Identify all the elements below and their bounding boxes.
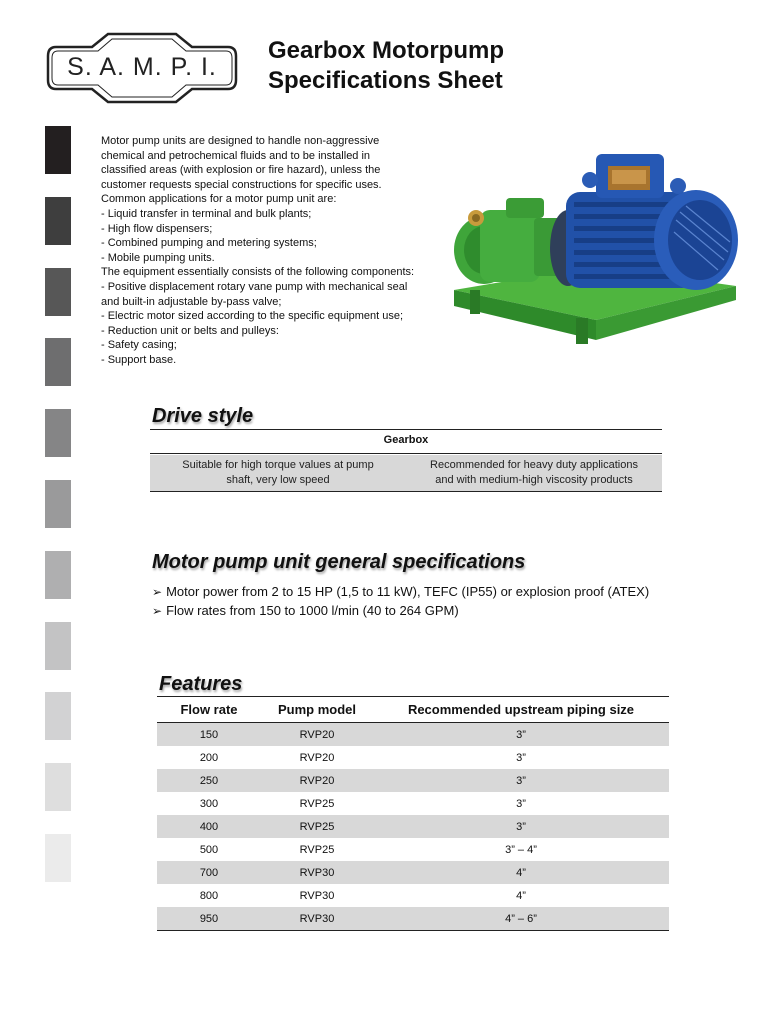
side-bar — [45, 622, 71, 670]
page-title-line-1: Gearbox Motorpump — [268, 37, 505, 64]
column-header-piping-size: Recommended upstream piping size — [373, 697, 669, 723]
table-row — [157, 815, 669, 838]
cell-line: and with medium-high viscosity products — [435, 474, 633, 486]
cell-line: Recommended for heavy duty applications — [430, 459, 638, 471]
piping-size-cell: 4” — [516, 889, 526, 902]
pump-model-cell: RVP20 — [261, 769, 373, 792]
column-header-flow-rate: Flow rate — [157, 697, 261, 723]
piping-size-cell: 4” – 6” — [373, 907, 669, 931]
spec-item — [152, 602, 649, 621]
intro-line: and built-in adjustable by-pass valve; — [101, 295, 282, 308]
side-bar — [45, 834, 71, 882]
side-bar — [45, 551, 71, 599]
table-row — [157, 769, 669, 792]
intro-line: classified areas (with explosion or fire hazard), unless the — [101, 164, 381, 177]
spec-item-text: Motor power from 2 to 15 HP (1,5 to 11 kW), TEFC (IP55) or explosion proof (ATEX) — [166, 584, 650, 599]
intro-line: Motor pump units are designed to handle non-aggressive — [101, 135, 380, 147]
side-bar — [45, 268, 71, 316]
pump-model-cell: RVP20 — [299, 751, 335, 764]
features-heading: Features — [159, 673, 243, 695]
logo-text: S. A. M. P. I. — [67, 53, 217, 81]
intro-line: - Liquid transfer in terminal and bulk plants; — [101, 207, 312, 220]
table-row — [157, 746, 669, 769]
side-bar — [45, 480, 71, 528]
flow-rate-cell: 950 — [157, 907, 261, 931]
pump-model-cell: RVP25 — [299, 843, 335, 856]
pump-model-cell: RVP25 — [299, 797, 335, 810]
intro-line: chemical and petrochemical fluids and to be installed in — [101, 149, 371, 162]
side-bar — [45, 409, 71, 457]
drive-style-row — [150, 455, 662, 492]
intro-line: Common applications for a motor pump unit are: — [101, 193, 337, 206]
piping-size-cell: 3” – 4” — [505, 843, 537, 856]
intro-line: - Mobile pumping units. — [101, 251, 215, 264]
motor-pump-image — [446, 140, 742, 352]
column-header-pump-model: Pump model — [261, 697, 373, 723]
piping-size-cell: 3” — [373, 815, 669, 838]
drive-style-column-header: Gearbox — [150, 429, 662, 454]
piping-size-cell: 3” — [516, 751, 526, 764]
side-bar — [45, 692, 71, 740]
features-table-body — [157, 723, 669, 931]
flow-rate-cell: 150 — [157, 723, 261, 747]
intro-line: - Support base. — [101, 353, 177, 366]
pump-model-cell: RVP25 — [261, 815, 373, 838]
features-header-row — [157, 697, 669, 723]
intro-line: - Electric motor sized according to the specific equipment use; — [101, 310, 404, 323]
page-title-line-2: Specifications Sheet — [268, 67, 503, 94]
general-specs-list — [152, 583, 649, 620]
flow-rate-cell: 250 — [157, 769, 261, 792]
piping-size-cell: 3” — [373, 723, 669, 747]
piping-size-cell: 3” — [373, 769, 669, 792]
piping-size-cell: 4” — [373, 861, 669, 884]
arrow-bullet-icon: ➢ — [152, 585, 163, 599]
cell-line: Suitable for high torque values at pump — [182, 459, 374, 471]
drive-style-cell-heavy-duty — [406, 455, 662, 491]
table-row — [157, 907, 669, 931]
flow-rate-cell: 400 — [157, 815, 261, 838]
table-row — [157, 838, 669, 861]
arrow-bullet-icon: ➢ — [152, 603, 163, 618]
intro-line: - Reduction unit or belts and pulleys: — [101, 324, 279, 337]
table-row — [157, 884, 669, 907]
intro-line: The equipment essentially consists of the following components: — [101, 266, 415, 279]
flow-rate-cell: 300 — [199, 797, 219, 810]
features-table — [157, 696, 669, 931]
flow-rate-cell: 700 — [157, 861, 261, 884]
table-row — [157, 861, 669, 884]
spec-item-text: Flow rates from 150 to 1000 l/min (40 to 264 GPM) — [166, 602, 459, 618]
pump-model-cell: RVP30 — [299, 889, 335, 902]
intro-line: customer requests special constructions for specific uses. — [101, 178, 382, 191]
intro-line: - Combined pumping and metering systems; — [101, 237, 317, 250]
cell-line: shaft, very low speed — [226, 474, 330, 486]
intro-text — [101, 134, 446, 368]
flow-rate-cell: 500 — [199, 843, 219, 856]
drive-style-cell-torque — [150, 455, 406, 491]
side-bar — [45, 126, 71, 174]
intro-line: - Safety casing; — [101, 339, 177, 352]
piping-size-cell: 3” — [516, 797, 526, 810]
intro-line: - High flow dispensers; — [101, 222, 213, 235]
drive-style-heading: Drive style — [152, 405, 254, 427]
table-row — [157, 792, 669, 815]
side-bar — [45, 338, 71, 386]
flow-rate-cell: 800 — [199, 889, 219, 902]
general-specs-heading: Motor pump unit general specifications — [152, 551, 526, 573]
intro-line: - Positive displacement rotary vane pump with mechanical seal — [101, 280, 408, 293]
drive-style-table — [150, 429, 662, 492]
pump-model-cell: RVP30 — [261, 861, 373, 884]
table-row — [157, 723, 669, 747]
flow-rate-cell: 200 — [199, 751, 219, 764]
side-bar — [45, 197, 71, 245]
side-bar — [45, 763, 71, 811]
pump-model-cell: RVP30 — [261, 907, 373, 931]
spec-item — [152, 583, 649, 602]
pump-model-cell: RVP20 — [261, 723, 373, 747]
